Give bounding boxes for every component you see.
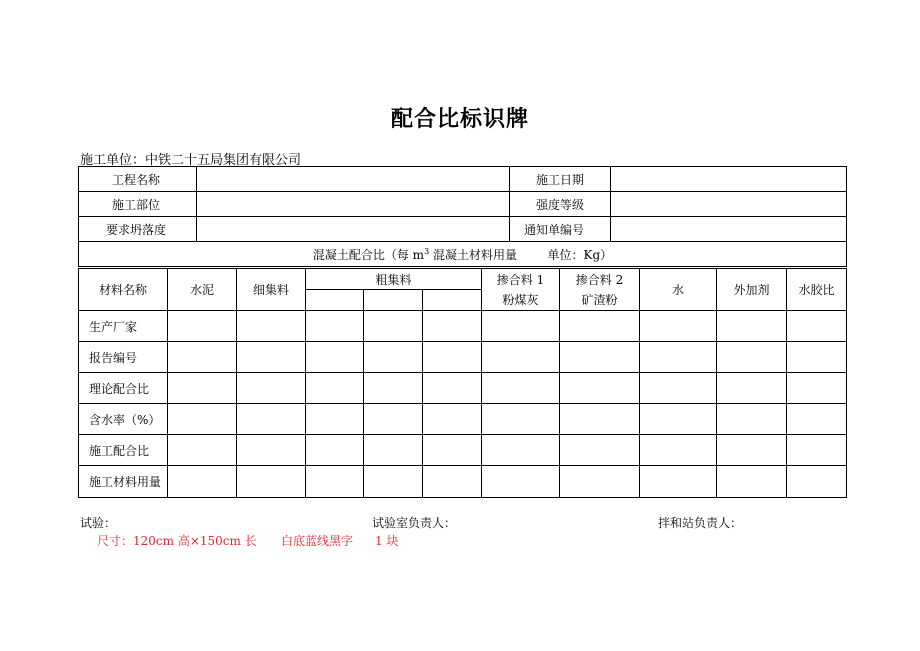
fine-aggregate-header: 细集料 [237,269,306,311]
footer-lab-head: 试验室负责人： [372,516,457,530]
table-row [79,435,847,466]
construction-unit: 施工单位：中铁二十五局集团有限公司 [80,153,302,168]
footer-test: 试验： [80,516,117,530]
slump-value[interactable] [197,217,510,242]
notice-number-label: 通知单编号 [510,217,611,242]
mix-header [79,242,847,267]
mix-header-row [79,242,847,267]
row-label-manufacturer: 生产厂家 [79,311,168,342]
project-name-label: 工程名称 [79,167,197,192]
row-label-theoretical-ratio: 理论配合比 [79,373,168,404]
mix-header-prefix: 混凝土配合比（每 m [312,247,425,262]
style-note: 白底蓝线黑字 [281,534,354,548]
header-row [79,269,847,290]
page-title: 配合比标识牌 [390,107,529,132]
admixture1-header [482,269,560,311]
table-row [79,404,847,435]
coarse-sub-3 [423,290,482,311]
table-row [79,311,847,342]
water-binder-header: 水胶比 [787,269,847,311]
admixture2-header [560,269,640,311]
table-row [79,373,847,404]
table-row [79,466,847,498]
admixture1-line1: 掺合料 1 [496,273,545,287]
construction-date-label: 施工日期 [510,167,611,192]
coarse-sub-2 [364,290,423,311]
mix-header-suffix: 混凝土材料用量 单位：Kg） [429,247,613,262]
slump-label: 要求坍落度 [79,217,197,242]
construction-part-value[interactable] [197,192,510,217]
water-header: 水 [640,269,717,311]
construction-part-label: 施工部位 [79,192,197,217]
info-row [79,167,847,192]
table-row [79,342,847,373]
info-row [79,192,847,217]
coarse-sub-1 [306,290,364,311]
info-table [78,166,847,267]
admixture2-line1: 掺合料 2 [575,273,624,287]
admixture1-line2: 粉煤灰 [502,293,539,307]
construction-date-value[interactable] [611,167,847,192]
project-name-value[interactable] [197,167,510,192]
admixture2-line2: 矿渣粉 [581,293,618,307]
strength-grade-label: 强度等级 [510,192,611,217]
row-label-moisture: 含水率（%） [79,404,168,435]
footer-station-head: 拌和站负责人： [658,516,743,530]
material-name-header: 材料名称 [79,269,168,311]
additive-header: 外加剂 [717,269,787,311]
quantity-note: 1 块 [375,534,399,548]
material-table [78,268,847,498]
row-label-construction-ratio: 施工配合比 [79,435,168,466]
row-label-material-usage: 施工材料用量 [79,466,168,498]
row-label-report-number: 报告编号 [79,342,168,373]
info-row [79,217,847,242]
strength-grade-value[interactable] [611,192,847,217]
notice-number-value[interactable] [611,217,847,242]
mix-header-sup: 3 [424,246,430,256]
coarse-aggregate-header: 粗集料 [306,269,482,290]
cement-header: 水泥 [168,269,237,311]
size-note: 尺寸：120cm 高×150cm 长 [97,534,257,548]
